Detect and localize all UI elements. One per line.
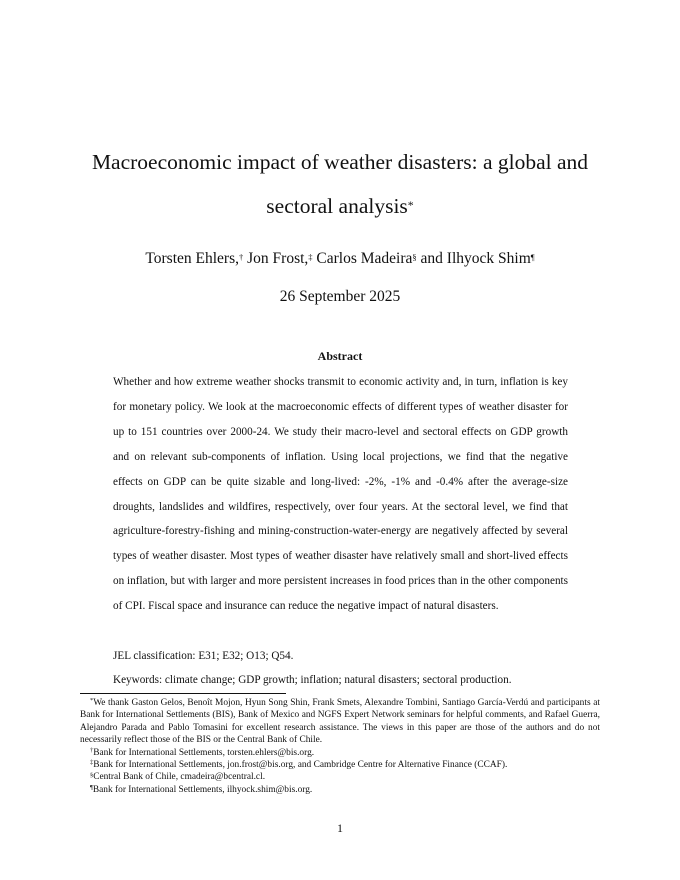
author-footnote-mark: † <box>238 252 244 263</box>
footnote-affiliation <box>80 784 600 796</box>
footnote-mark: ¶ <box>90 784 93 792</box>
footnote-affiliation <box>80 759 600 771</box>
abstract-heading: Abstract <box>317 349 363 363</box>
author-name: Carlos Madeira <box>316 250 413 267</box>
footnote-text: Central Bank of Chile, cmadeira@bcentral.cl. <box>93 772 266 783</box>
title-line-1: Macroeconomic impact of weather disasters: a global and <box>91 150 589 174</box>
footnote-text: Bank for International Settlements, torsten.ehlers@bis.org. <box>93 747 315 758</box>
title-line-2 <box>40 184 640 228</box>
footnote-mark: ‡ <box>90 759 94 767</box>
footnote-text: Bank for International Settlements, jon.frost@bis.org, and Cambridge Centre for Alternative Finance (CCAF). <box>93 760 508 771</box>
title-line-2-text: sectoral analysis <box>266 194 408 218</box>
publication-date: 26 September 2025 <box>279 288 401 305</box>
footnote-affiliation <box>80 747 600 759</box>
footnote-affiliation <box>80 771 600 783</box>
paper-title <box>40 140 640 228</box>
footnote-text: We thank Gaston Gelos, Benoît Mojon, Hyun Song Shin, Frank Smets, Alexandre Tombini, Santiago García-Verdú and participants at Bank for International Settlements (BIS), Bank of Mexico and NGFS Expert Network seminars for helpful comments, and Rafael Guerra, Alejandro Parada and Pablo Tomasini for excellent research assistance. The views in this paper are those of the authors and do not necessarily reflect those of the BIS or the Central Bank of Chile. <box>80 698 600 746</box>
author-footnote-mark: ‡ <box>308 252 313 263</box>
author-list <box>40 246 640 272</box>
keywords: Keywords: climate change; GDP growth; inflation; natural disasters; sectoral production. <box>113 674 512 686</box>
footnote-text: Bank for International Settlements, ilhyock.shim@bis.org. <box>92 784 313 795</box>
author-name: and Ilhyock Shim <box>420 250 531 267</box>
author-footnote-mark: ¶ <box>530 252 535 263</box>
jel-classification: JEL classification: E31; E32; O13; Q54. <box>113 650 294 662</box>
abstract-body: Whether and how extreme weather shocks transmit to economic activity and, in turn, inflation is key for monetary policy. We look at the macroeconomic effects of different types of weather disaster for up to 151 countries over 2000-24. We study their macro-level and sectoral effects on GDP growth and on relevant sub-components of inflation. Using local projections, we find that the negative effects on GDP can be quite sizable and long-lived: -2%, -1% and -0.4% after the average-size droughts, landslides and wildfires, respectively, over four years. At the sectoral level, we find that agriculture-forestry-fishing and mining-construction-water-energy are negatively affected by several types of weather disaster. Most types of weather disaster have relatively small and short-lived effects on inflation, but with larger and more persistent increases in food prices than in the other components of CPI. Fiscal space and insurance can reduce the negative impact of natural disasters. <box>113 376 568 613</box>
footnote-divider <box>80 693 286 694</box>
footnote-acknowledgements <box>80 697 600 747</box>
author-name: Torsten Ehlers, <box>145 250 239 267</box>
title-footnote-mark: * <box>407 197 414 212</box>
page-number: 1 <box>337 821 343 835</box>
author-name: Jon Frost, <box>247 250 309 267</box>
author-footnote-mark: § <box>412 252 417 263</box>
footnotes <box>80 697 600 796</box>
footnote-mark: † <box>90 747 94 755</box>
footnote-mark: § <box>90 771 94 779</box>
footnote-mark: * <box>90 697 94 705</box>
